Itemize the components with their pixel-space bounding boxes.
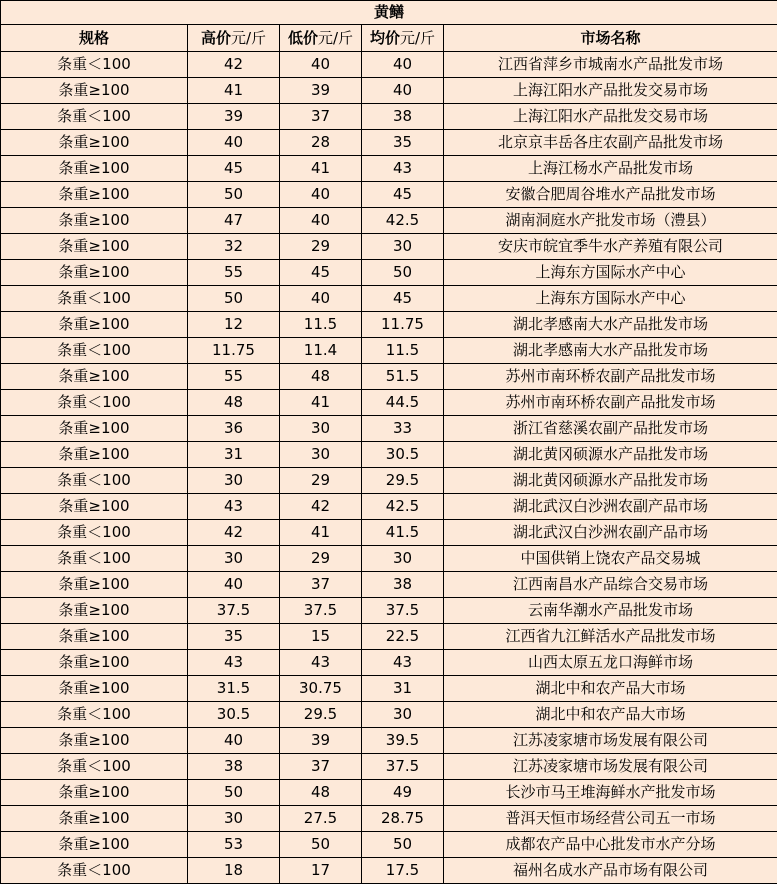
table-row bbox=[1, 104, 777, 130]
low-price-cell: 40 bbox=[280, 182, 362, 208]
low-price-cell: 41 bbox=[280, 520, 362, 546]
avg-price-cell: 41.5 bbox=[362, 520, 444, 546]
low-price-cell: 39 bbox=[280, 728, 362, 754]
market-name-cell: 苏州市南环桥农副产品批发市场 bbox=[444, 390, 777, 416]
header-spec: 规格 bbox=[1, 25, 188, 52]
low-price-cell: 37.5 bbox=[280, 598, 362, 624]
high-price-cell: 42 bbox=[188, 520, 280, 546]
market-name-cell: 湖北中和农产品大市场 bbox=[444, 702, 777, 728]
spec-cell: 条重＜100 bbox=[1, 520, 188, 546]
table-row bbox=[1, 702, 777, 728]
table-row bbox=[1, 338, 777, 364]
high-price-cell: 40 bbox=[188, 728, 280, 754]
low-price-cell: 29 bbox=[280, 468, 362, 494]
high-price-cell: 40 bbox=[188, 572, 280, 598]
market-name-cell: 湖南洞庭水产批发市场（澧县） bbox=[444, 208, 777, 234]
market-name-cell: 湖北黄冈硕源水产品批发市场 bbox=[444, 442, 777, 468]
avg-price-cell: 29.5 bbox=[362, 468, 444, 494]
market-name-cell: 江西省九江鲜活水产品批发市场 bbox=[444, 624, 777, 650]
spec-cell: 条重≥100 bbox=[1, 208, 188, 234]
low-price-cell: 15 bbox=[280, 624, 362, 650]
avg-price-cell: 30.5 bbox=[362, 442, 444, 468]
high-price-cell: 31.5 bbox=[188, 676, 280, 702]
market-name-cell: 江苏凌家塘市场发展有限公司 bbox=[444, 754, 777, 780]
table-row bbox=[1, 286, 777, 312]
high-price-cell: 32 bbox=[188, 234, 280, 260]
table-row bbox=[1, 442, 777, 468]
header-avg-unit: 元/斤 bbox=[399, 28, 436, 47]
high-price-cell: 38 bbox=[188, 754, 280, 780]
market-name-cell: 湖北孝感南大水产品批发市场 bbox=[444, 338, 777, 364]
table-row bbox=[1, 468, 777, 494]
table-body bbox=[1, 52, 777, 884]
table-row bbox=[1, 650, 777, 676]
low-price-cell: 27.5 bbox=[280, 806, 362, 832]
low-price-cell: 17 bbox=[280, 858, 362, 884]
avg-price-cell: 51.5 bbox=[362, 364, 444, 390]
header-low bbox=[280, 25, 362, 52]
table-row bbox=[1, 208, 777, 234]
high-price-cell: 39 bbox=[188, 104, 280, 130]
high-price-cell: 47 bbox=[188, 208, 280, 234]
spec-cell: 条重≥100 bbox=[1, 442, 188, 468]
market-name-cell: 上海东方国际水产中心 bbox=[444, 286, 777, 312]
low-price-cell: 37 bbox=[280, 104, 362, 130]
spec-cell: 条重≥100 bbox=[1, 832, 188, 858]
market-name-cell: 湖北中和农产品大市场 bbox=[444, 676, 777, 702]
spec-cell: 条重＜100 bbox=[1, 286, 188, 312]
high-price-cell: 55 bbox=[188, 364, 280, 390]
spec-cell: 条重≥100 bbox=[1, 780, 188, 806]
spec-cell: 条重＜100 bbox=[1, 338, 188, 364]
market-name-cell: 长沙市马王堆海鲜水产批发市场 bbox=[444, 780, 777, 806]
high-price-cell: 50 bbox=[188, 780, 280, 806]
table-row bbox=[1, 780, 777, 806]
avg-price-cell: 28.75 bbox=[362, 806, 444, 832]
table-row bbox=[1, 832, 777, 858]
market-name-cell: 苏州市南环桥农副产品批发市场 bbox=[444, 364, 777, 390]
low-price-cell: 40 bbox=[280, 52, 362, 78]
spec-cell: 条重≥100 bbox=[1, 364, 188, 390]
spec-cell: 条重≥100 bbox=[1, 130, 188, 156]
spec-cell: 条重≥100 bbox=[1, 598, 188, 624]
spec-cell: 条重≥100 bbox=[1, 182, 188, 208]
header-low-label: 低价 bbox=[287, 28, 318, 47]
high-price-cell: 35 bbox=[188, 624, 280, 650]
avg-price-cell: 43 bbox=[362, 650, 444, 676]
low-price-cell: 41 bbox=[280, 156, 362, 182]
avg-price-cell: 30 bbox=[362, 234, 444, 260]
low-price-cell: 40 bbox=[280, 208, 362, 234]
spec-cell: 条重≥100 bbox=[1, 260, 188, 286]
table-row bbox=[1, 234, 777, 260]
avg-price-cell: 11.5 bbox=[362, 338, 444, 364]
market-name-cell: 湖北武汉白沙洲农副产品市场 bbox=[444, 520, 777, 546]
market-name-cell: 浙江省慈溪农副产品批发市场 bbox=[444, 416, 777, 442]
spec-cell: 条重＜100 bbox=[1, 104, 188, 130]
header-avg bbox=[362, 25, 444, 52]
high-price-cell: 18 bbox=[188, 858, 280, 884]
high-price-cell: 36 bbox=[188, 416, 280, 442]
market-name-cell: 云南华潮水产品批发市场 bbox=[444, 598, 777, 624]
market-name-cell: 江苏凌家塘市场发展有限公司 bbox=[444, 728, 777, 754]
spec-cell: 条重≥100 bbox=[1, 728, 188, 754]
low-price-cell: 43 bbox=[280, 650, 362, 676]
spec-cell: 条重＜100 bbox=[1, 702, 188, 728]
low-price-cell: 29 bbox=[280, 546, 362, 572]
avg-price-cell: 39.5 bbox=[362, 728, 444, 754]
avg-price-cell: 22.5 bbox=[362, 624, 444, 650]
avg-price-cell: 31 bbox=[362, 676, 444, 702]
table-row bbox=[1, 130, 777, 156]
low-price-cell: 39 bbox=[280, 78, 362, 104]
spec-cell: 条重≥100 bbox=[1, 624, 188, 650]
high-price-cell: 41 bbox=[188, 78, 280, 104]
low-price-cell: 48 bbox=[280, 780, 362, 806]
spec-cell: 条重＜100 bbox=[1, 52, 188, 78]
avg-price-cell: 38 bbox=[362, 572, 444, 598]
spec-cell: 条重≥100 bbox=[1, 312, 188, 338]
header-high-label: 高价 bbox=[200, 28, 231, 47]
spec-cell: 条重≥100 bbox=[1, 676, 188, 702]
market-name-cell: 北京京丰岳各庄农副产品批发市场 bbox=[444, 130, 777, 156]
spec-cell: 条重≥100 bbox=[1, 156, 188, 182]
high-price-cell: 31 bbox=[188, 442, 280, 468]
avg-price-cell: 50 bbox=[362, 260, 444, 286]
avg-price-cell: 30 bbox=[362, 546, 444, 572]
table-row bbox=[1, 312, 777, 338]
header-high bbox=[188, 25, 280, 52]
market-name-cell: 上海江阳水产品批发交易市场 bbox=[444, 78, 777, 104]
avg-price-cell: 45 bbox=[362, 182, 444, 208]
avg-price-cell: 17.5 bbox=[362, 858, 444, 884]
spec-cell: 条重＜100 bbox=[1, 546, 188, 572]
low-price-cell: 50 bbox=[280, 832, 362, 858]
spec-cell: 条重＜100 bbox=[1, 858, 188, 884]
high-price-cell: 40 bbox=[188, 130, 280, 156]
high-price-cell: 50 bbox=[188, 286, 280, 312]
spec-cell: 条重≥100 bbox=[1, 650, 188, 676]
low-price-cell: 28 bbox=[280, 130, 362, 156]
table-row bbox=[1, 520, 777, 546]
market-name-cell: 安庆市皖宜季牛水产养殖有限公司 bbox=[444, 234, 777, 260]
market-name-cell: 上海江杨水产品批发市场 bbox=[444, 156, 777, 182]
table-row bbox=[1, 416, 777, 442]
table-row bbox=[1, 572, 777, 598]
low-price-cell: 37 bbox=[280, 754, 362, 780]
avg-price-cell: 42.5 bbox=[362, 494, 444, 520]
header-high-unit: 元/斤 bbox=[230, 28, 267, 47]
table-row bbox=[1, 858, 777, 884]
low-price-cell: 30.75 bbox=[280, 676, 362, 702]
table-row bbox=[1, 624, 777, 650]
table-row bbox=[1, 52, 777, 78]
market-name-cell: 成都农产品中心批发市水产分场 bbox=[444, 832, 777, 858]
high-price-cell: 50 bbox=[188, 182, 280, 208]
table-row bbox=[1, 156, 777, 182]
avg-price-cell: 45 bbox=[362, 286, 444, 312]
high-price-cell: 12 bbox=[188, 312, 280, 338]
low-price-cell: 11.5 bbox=[280, 312, 362, 338]
high-price-cell: 48 bbox=[188, 390, 280, 416]
low-price-cell: 42 bbox=[280, 494, 362, 520]
low-price-cell: 48 bbox=[280, 364, 362, 390]
high-price-cell: 53 bbox=[188, 832, 280, 858]
high-price-cell: 37.5 bbox=[188, 598, 280, 624]
avg-price-cell: 43 bbox=[362, 156, 444, 182]
spec-cell: 条重≥100 bbox=[1, 806, 188, 832]
table-row bbox=[1, 728, 777, 754]
avg-price-cell: 50 bbox=[362, 832, 444, 858]
table-row bbox=[1, 754, 777, 780]
table-row bbox=[1, 598, 777, 624]
avg-price-cell: 30 bbox=[362, 702, 444, 728]
spec-cell: 条重＜100 bbox=[1, 468, 188, 494]
header-low-unit: 元/斤 bbox=[317, 28, 354, 47]
low-price-cell: 45 bbox=[280, 260, 362, 286]
high-price-cell: 11.75 bbox=[188, 338, 280, 364]
avg-price-cell: 11.75 bbox=[362, 312, 444, 338]
high-price-cell: 55 bbox=[188, 260, 280, 286]
spec-cell: 条重≥100 bbox=[1, 572, 188, 598]
high-price-cell: 42 bbox=[188, 52, 280, 78]
low-price-cell: 41 bbox=[280, 390, 362, 416]
market-name-cell: 中国供销上饶农产品交易城 bbox=[444, 546, 777, 572]
avg-price-cell: 42.5 bbox=[362, 208, 444, 234]
table-row bbox=[1, 676, 777, 702]
market-name-cell: 普洱天恒市场经营公司五一市场 bbox=[444, 806, 777, 832]
header-avg-label: 均价 bbox=[369, 28, 400, 47]
table-row bbox=[1, 260, 777, 286]
high-price-cell: 45 bbox=[188, 156, 280, 182]
table-title: 黄鳝 bbox=[1, 1, 777, 25]
table-row bbox=[1, 806, 777, 832]
spec-cell: 条重＜100 bbox=[1, 754, 188, 780]
spec-cell: 条重＜100 bbox=[1, 390, 188, 416]
market-name-cell: 湖北武汉白沙洲农副产品市场 bbox=[444, 494, 777, 520]
header-row bbox=[1, 25, 777, 52]
avg-price-cell: 37.5 bbox=[362, 598, 444, 624]
low-price-cell: 40 bbox=[280, 286, 362, 312]
table-row bbox=[1, 182, 777, 208]
low-price-cell: 30 bbox=[280, 416, 362, 442]
spec-cell: 条重≥100 bbox=[1, 78, 188, 104]
low-price-cell: 11.4 bbox=[280, 338, 362, 364]
avg-price-cell: 33 bbox=[362, 416, 444, 442]
high-price-cell: 43 bbox=[188, 494, 280, 520]
low-price-cell: 37 bbox=[280, 572, 362, 598]
market-name-cell: 湖北孝感南大水产品批发市场 bbox=[444, 312, 777, 338]
spec-cell: 条重≥100 bbox=[1, 234, 188, 260]
avg-price-cell: 35 bbox=[362, 130, 444, 156]
table-row bbox=[1, 364, 777, 390]
avg-price-cell: 40 bbox=[362, 52, 444, 78]
market-name-cell: 江西南昌水产品综合交易市场 bbox=[444, 572, 777, 598]
table-row bbox=[1, 494, 777, 520]
low-price-cell: 29 bbox=[280, 234, 362, 260]
table-row bbox=[1, 546, 777, 572]
market-name-cell: 山西太原五龙口海鲜市场 bbox=[444, 650, 777, 676]
title-row bbox=[1, 1, 777, 25]
avg-price-cell: 38 bbox=[362, 104, 444, 130]
header-market: 市场名称 bbox=[444, 25, 777, 52]
high-price-cell: 30.5 bbox=[188, 702, 280, 728]
table-row bbox=[1, 390, 777, 416]
spec-cell: 条重≥100 bbox=[1, 416, 188, 442]
high-price-cell: 30 bbox=[188, 806, 280, 832]
avg-price-cell: 44.5 bbox=[362, 390, 444, 416]
high-price-cell: 30 bbox=[188, 546, 280, 572]
market-name-cell: 安徽合肥周谷堆水产品批发市场 bbox=[444, 182, 777, 208]
avg-price-cell: 49 bbox=[362, 780, 444, 806]
high-price-cell: 30 bbox=[188, 468, 280, 494]
spec-cell: 条重≥100 bbox=[1, 494, 188, 520]
high-price-cell: 43 bbox=[188, 650, 280, 676]
market-name-cell: 上海东方国际水产中心 bbox=[444, 260, 777, 286]
low-price-cell: 29.5 bbox=[280, 702, 362, 728]
table-row bbox=[1, 78, 777, 104]
market-name-cell: 湖北黄冈硕源水产品批发市场 bbox=[444, 468, 777, 494]
avg-price-cell: 40 bbox=[362, 78, 444, 104]
market-name-cell: 江西省萍乡市城南水产品批发市场 bbox=[444, 52, 777, 78]
low-price-cell: 30 bbox=[280, 442, 362, 468]
market-name-cell: 福州名成水产品市场有限公司 bbox=[444, 858, 777, 884]
market-name-cell: 上海江阳水产品批发交易市场 bbox=[444, 104, 777, 130]
avg-price-cell: 37.5 bbox=[362, 754, 444, 780]
